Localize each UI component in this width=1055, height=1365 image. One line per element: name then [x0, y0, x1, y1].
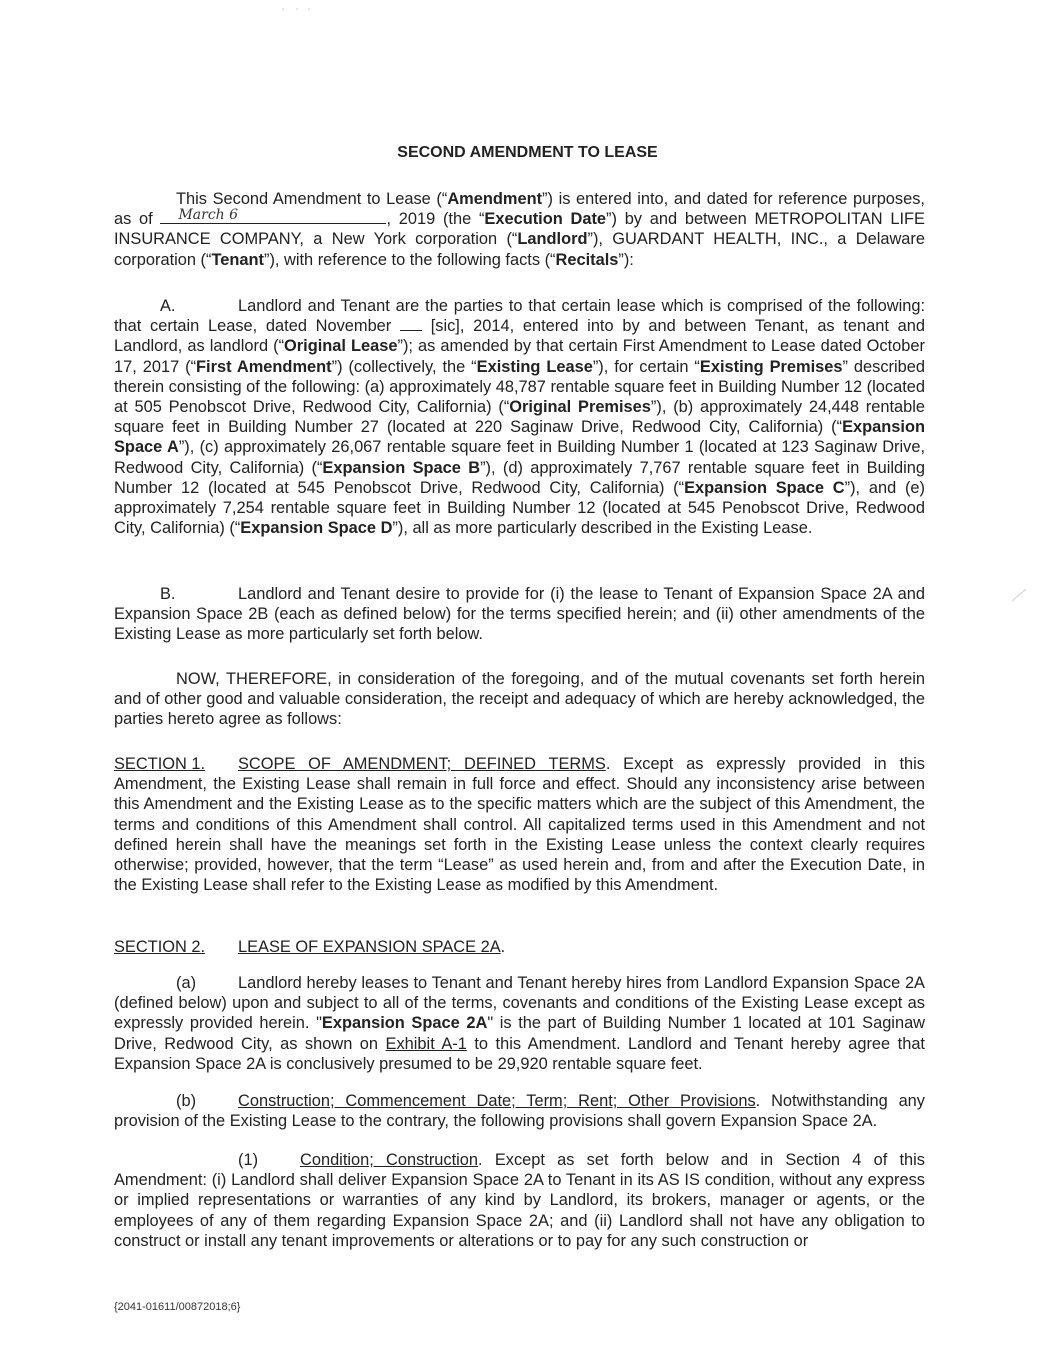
document-reference-footer: {2041-01611/00872018;6} [114, 1301, 241, 1313]
exhibit-a1-reference: Exhibit A-1 [385, 1034, 467, 1053]
section-1-number: SECTION 1. [114, 755, 206, 773]
intro-paragraph: This Second Amendment to Lease (“Amendment”) is entered into, and dated for reference purposes, as of March 6 , 2019 (the “Execution Date”) by and between METROPOLITAN LIFE INSURANCE COMPANY, a New York corporation (“Landlord”), GUARDANT HEALTH, INC., a Delaware corporation (“Tenant”), with reference to the following facts (“Recitals”): [114, 190, 925, 269]
section-2b1-heading: Condition; Construction [300, 1151, 479, 1169]
section-2b1: (1) Condition; Construction. Except as set forth below and in Section 4 of this Amendment: (i) Landlord shall deliver Expansion Space 2A to Tenant in its AS IS condition, without any express or implied representations or warranties of any kind by Landlord, its brokers, manager or agents, or the employees of any of them regarding Expansion Space 2A; and (ii) Landlord shall not have any obligation to construct or install any tenant improvements or alterations or to pay for any such construction or [114, 1151, 925, 1250]
recital-a: A. Landlord and Tenant are the parties to that certain lease which is comprised of the following: that certain Lease, dated November [sic], 2014, entered into by and between Tenant, as tenant and Landlord, as landlord (“Original Lease”); as amended by that certain First Amendment to Lease dated October 17, 2017 (“First Amendment”) (collectively, the “Existing Lease”), for certain “Existing Premises” described therein consisting of the following: (a) approximately 48,787 rentable square feet in Building Number 12 (located at 505 Penobscot Drive, Redwood City, California) (“Original Premises”), (b) approximately 24,448 rentable square feet in Building Number 27 (located at 220 Saginaw Drive, Redwood City, California) (“Expansion Space A”), (c) approximately 26,067 rentable square feet in Building Number 1 (located at 123 Saginaw Drive, Redwood City, California) (“Expansion Space B”), (d) approximately 7,767 rentable square feet in Building Number 12 (located at 545 Penobscot Drive, Redwood City, California) (“Expansion Space C”), and (e) approximately 7,254 rentable square feet in Building Number 12 (located at 545 Penobscot Drive, Redwood City, California) (“Expansion Space D”), all as more particularly described in the Existing Lease. [114, 297, 926, 538]
execution-date-signature-line [160, 209, 386, 224]
recital-b-label: B. [160, 585, 176, 603]
handwritten-date: March 6 [178, 207, 239, 223]
section-2-heading-line: SECTION 2. LEASE OF EXPANSION SPACE 2A. [114, 938, 506, 956]
now-therefore-paragraph: NOW, THEREFORE, in consideration of the foregoing, and of the mutual covenants set forth herein and of other good and valuable consideration, the receipt and adequacy of which are hereby acknowledged, the parties hereto agree as follows: [114, 670, 925, 729]
section-2a-label: (a) [176, 974, 197, 992]
document-title: SECOND AMENDMENT TO LEASE [397, 144, 658, 161]
blank-date-line [400, 317, 422, 331]
section-2b1-label: (1) [238, 1151, 259, 1169]
section-2a: (a) Landlord hereby leases to Tenant and Tenant hereby hires from Landlord Expansion Space 2A (defined below) upon and subject to all of the terms, covenants and conditions of the Existing Lease except as expressly provided herein. "Expansion Space 2A" is the part of Building Number 1 located at 101 Saginaw Drive, Redwood City, as shown on Exhibit A-1 to this Amendment. Landlord and Tenant hereby agree that Expansion Space 2A is conclusively presumed to be 29,920 rentable square feet. [114, 974, 926, 1073]
recital-a-label: A. [160, 297, 176, 315]
section-2b: (b) Construction; Commencement Date; Term; Rent; Other Provisions. Notwithstanding any provision of the Existing Lease to the contrary, the following provisions shall govern Expansion Space 2A. [114, 1092, 925, 1131]
section-1-heading: SCOPE OF AMENDMENT; DEFINED TERMS [238, 755, 606, 773]
scan-mark [278, 4, 318, 14]
scan-mark [1010, 585, 1030, 605]
section-2-heading: LEASE OF EXPANSION SPACE 2A [238, 938, 501, 956]
recital-b: B. Landlord and Tenant desire to provide for (i) the lease to Tenant of Expansion Space 2A and Expansion Space 2B (each as defined below) for the terms specified herein; and (ii) other amendments of the Existing Lease as more particularly set forth below. [114, 585, 925, 644]
section-2b-heading: Construction; Commencement Date; Term; Rent; Other Provisions [238, 1092, 756, 1110]
section-2b-label: (b) [176, 1092, 197, 1110]
section-1: SECTION 1. SCOPE OF AMENDMENT; DEFINED TERMS. Except as expressly provided in this Amendment, the Existing Lease shall remain in full force and effect. Should any inconsistency arise between this Amendment and the Existing Lease as to the specific matters which are the subject of this Amendment, the terms and conditions of this Amendment shall control. All capitalized terms used in this Amendment and not defined herein shall have the meanings set forth in the Existing Lease unless the context clearly requires otherwise; provided, however, that the term “Lease” as used herein and, from and after the Execution Date, in the Existing Lease shall refer to the Existing Lease as modified by this Amendment. [114, 755, 925, 895]
section-2-number: SECTION 2. [114, 938, 206, 956]
